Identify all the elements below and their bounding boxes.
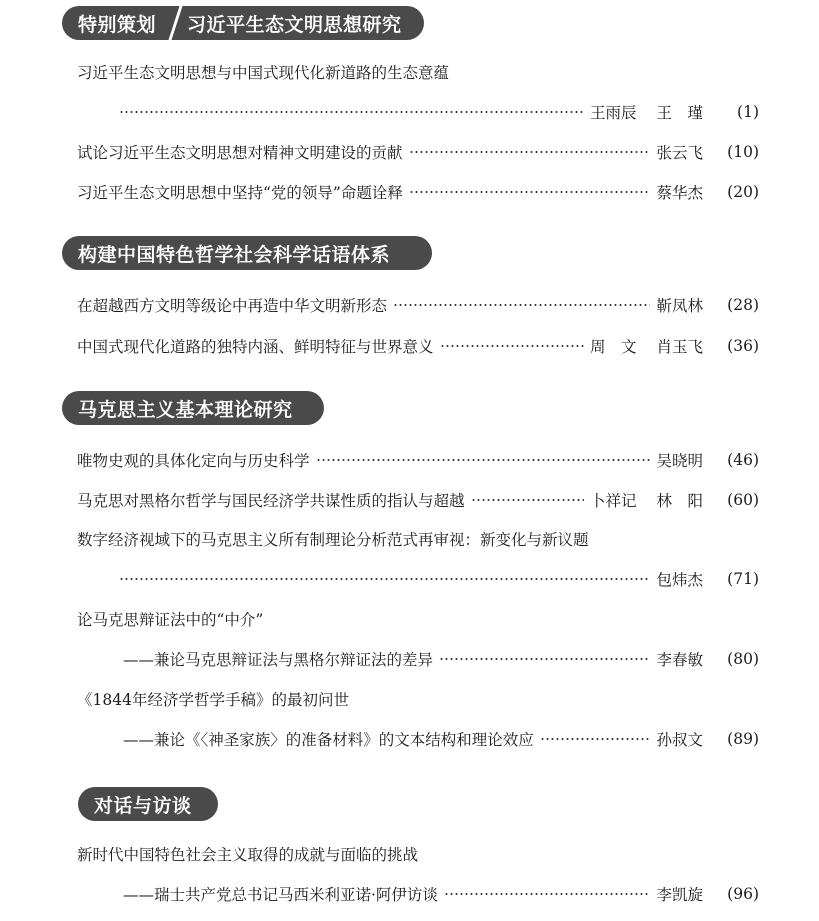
entry-authors: 吴晓明 [656, 452, 703, 470]
entry-page: (36) [727, 337, 759, 355]
entry-page: (89) [727, 730, 759, 748]
toc-entry[interactable] [77, 567, 759, 591]
toc-entry-title[interactable] [77, 527, 759, 551]
entry-authors: 王雨辰 王 瑾 [589, 104, 703, 122]
entry-page: (10) [727, 143, 759, 161]
entry-authors: 蔡华杰 [656, 184, 703, 202]
entry-title: 习近平生态文明思想与中国式现代化新道路的生态意蕴 [77, 64, 450, 82]
entry-subtitle: ——兼论马克思辩证法与黑格尔辩证法的差异 [123, 651, 434, 669]
entry-title: 新时代中国特色社会主义取得的成就与面临的挑战 [77, 846, 419, 864]
dot-leader [440, 344, 584, 348]
entry-subtitle: ——兼论《〈神圣家族〉的准备材料》的文本结构和理论效应 [123, 731, 534, 749]
entry-title: 《1844年经济学哲学手稿》的最初问世 [77, 691, 349, 709]
dot-leader [119, 110, 584, 114]
dot-leader [316, 458, 651, 462]
toc-entry-title[interactable] [77, 842, 759, 866]
entry-title: 唯物史观的具体化定向与历史科学 [77, 452, 310, 470]
section-banner-special-planning [62, 6, 424, 40]
section-title: 构建中国特色哲学社会科学话语体系 [78, 243, 391, 266]
entry-authors: 李凯旋 [656, 886, 703, 904]
dot-leader [409, 190, 651, 194]
toc-entry[interactable] [77, 727, 759, 751]
section-banner-marxism-theory [62, 391, 324, 425]
toc-entry-title[interactable] [77, 607, 759, 631]
entry-title: 数字经济视域下的马克思主义所有制理论分析范式再审视：新变化与新议题 [77, 531, 589, 549]
entry-authors: 卜祥记 林 阳 [589, 492, 703, 510]
entry-page: (1) [737, 103, 759, 121]
dot-leader [393, 303, 650, 307]
entry-subtitle: ——瑞士共产党总书记马西米利亚诺·阿伊访谈 [123, 886, 438, 904]
entry-page: (60) [727, 491, 759, 509]
toc-entry-title[interactable] [77, 687, 759, 711]
entry-authors: 包炜杰 [656, 571, 703, 589]
entry-authors: 李春敏 [656, 651, 703, 669]
entry-authors: 靳凤林 [656, 297, 703, 315]
section-title: 特别策划 [78, 13, 157, 36]
entry-page: (71) [727, 570, 759, 588]
section-banner-discourse-system [62, 236, 432, 270]
entry-authors: 周 文 肖玉飞 [589, 338, 703, 356]
entry-page: (96) [727, 885, 759, 903]
entry-authors: 孙叔文 [656, 731, 703, 749]
toc-entry[interactable] [77, 882, 759, 906]
toc-entry[interactable] [77, 448, 759, 472]
toc-entry[interactable] [77, 334, 759, 358]
toc-entry[interactable] [77, 180, 759, 204]
toc-entry[interactable] [77, 100, 759, 124]
entry-title: 在超越西方文明等级论中再造中华文明新形态 [77, 297, 388, 315]
section-title: 马克思主义基本理论研究 [78, 398, 293, 421]
dot-leader [439, 657, 650, 661]
entry-page: (28) [727, 296, 759, 314]
dot-leader [444, 892, 651, 896]
dot-leader [119, 577, 650, 581]
toc-entry[interactable] [77, 140, 759, 164]
toc-entry-title[interactable] [77, 60, 759, 84]
entry-title: 中国式现代化道路的独特内涵、鲜明特征与世界意义 [77, 338, 434, 356]
section-banner-dialogue [78, 787, 218, 821]
entry-title: 试论习近平生态文明思想对精神文明建设的贡献 [77, 144, 403, 162]
entry-page: (20) [727, 183, 759, 201]
entry-page: (46) [727, 451, 759, 469]
entry-title: 习近平生态文明思想中坚持“党的领导”命题诠释 [77, 184, 403, 202]
entry-page: (80) [727, 650, 759, 668]
entry-authors: 张云飞 [656, 144, 703, 162]
entry-title: 论马克思辩证法中的“中介” [77, 611, 264, 629]
section-title: 对话与访谈 [94, 794, 192, 817]
section-subtitle: 习近平生态文明思想研究 [187, 13, 402, 36]
dot-leader [540, 737, 651, 741]
entry-title: 马克思对黑格尔哲学与国民经济学共谋性质的指认与超越 [77, 492, 465, 510]
toc-entry[interactable] [77, 488, 759, 512]
toc-entry[interactable] [77, 293, 759, 317]
dot-leader [471, 498, 584, 502]
dot-leader [409, 150, 651, 154]
toc-entry[interactable] [77, 647, 759, 671]
